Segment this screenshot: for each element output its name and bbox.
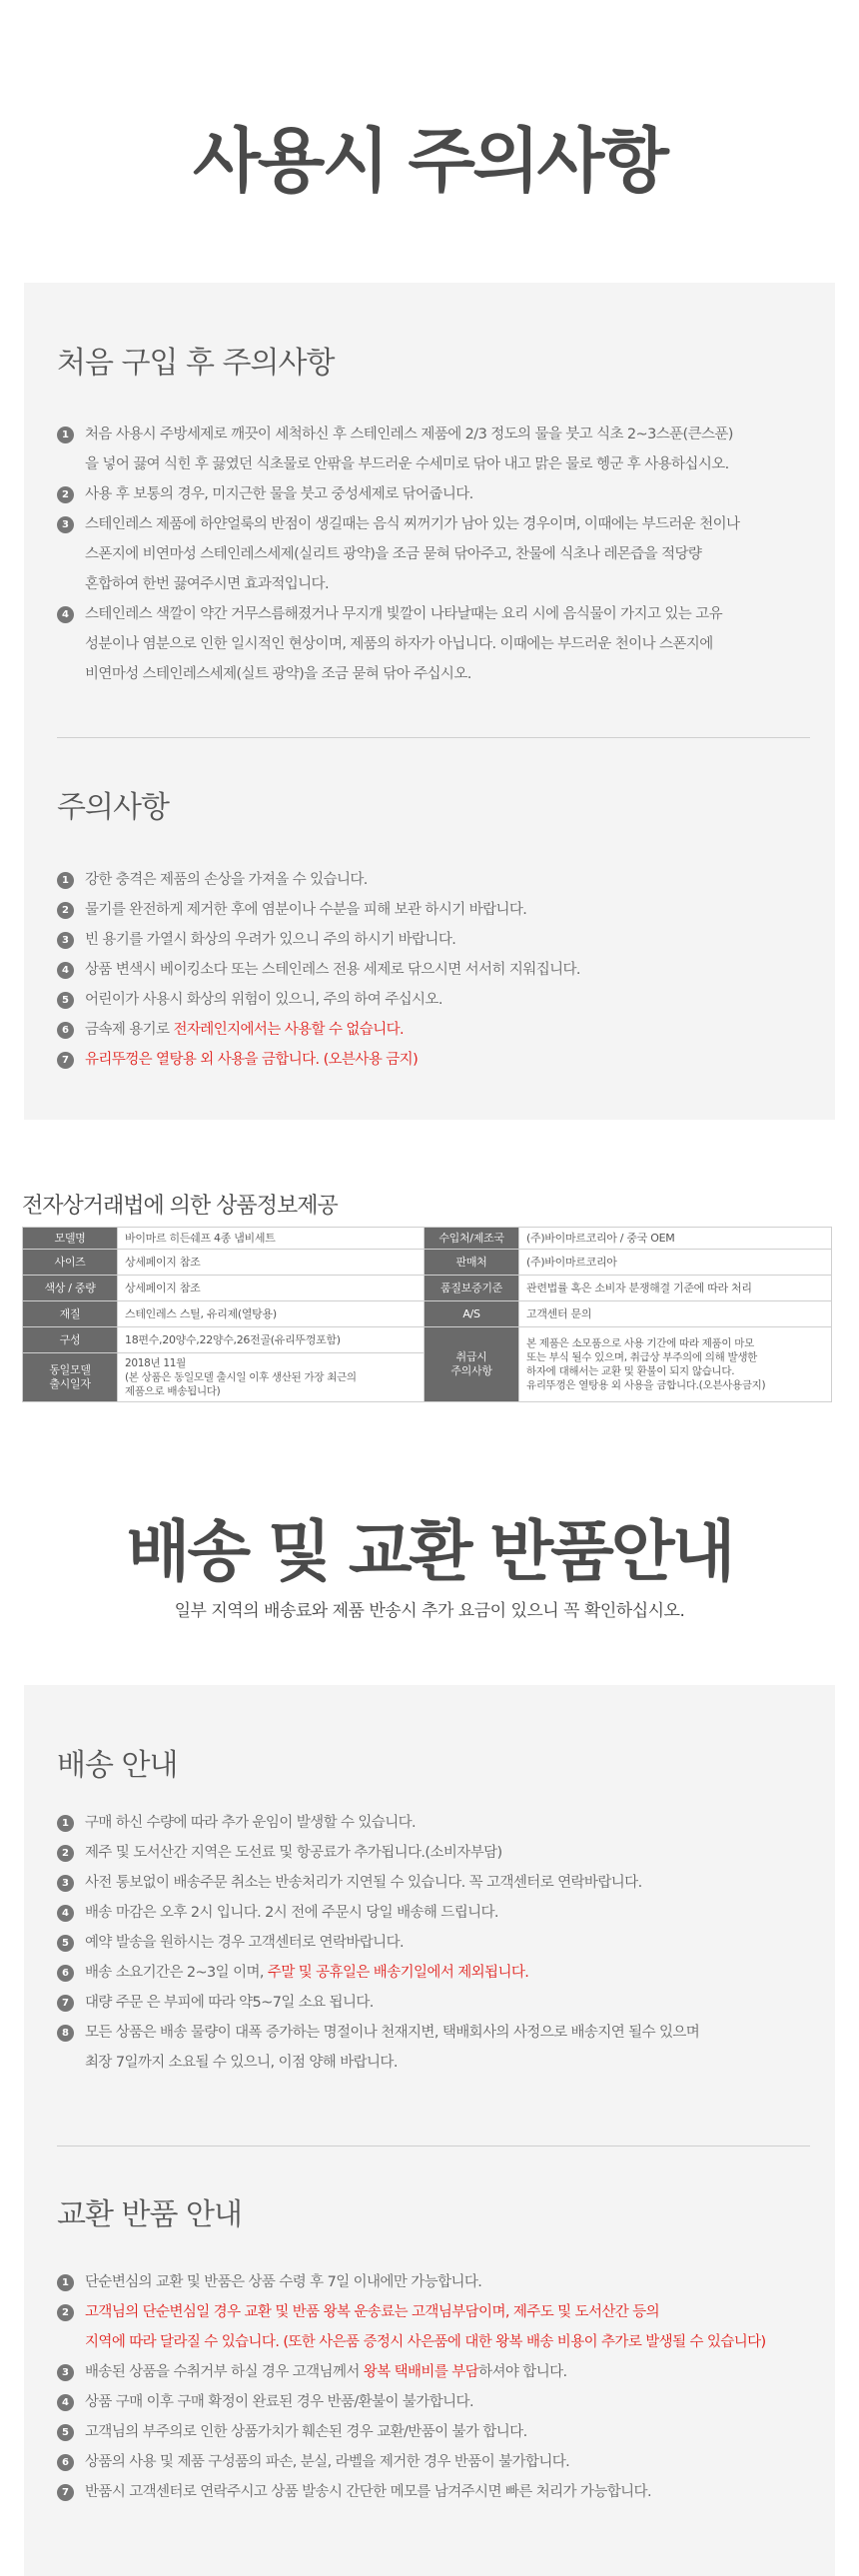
number-badge-icon: 5 [57,2424,74,2441]
number-badge-icon: 6 [57,1022,74,1039]
list-item [57,925,801,955]
section-divider [57,2146,810,2147]
caution-section-title: 주의사항 [57,790,169,825]
text: 스폰지에 비연마성 스테인레스세제(실리트 광약)을 조금 묻혀 닦아주고, 찬물에 식초나 레몬즙을 적당량 [85,546,702,562]
list-item [57,895,801,925]
number-badge-icon: 6 [57,1965,74,1982]
number-badge-icon: 3 [57,2364,74,2381]
list-item [57,1015,801,1045]
text: 재질 [23,1301,118,1327]
section-divider [57,737,810,738]
list-item [57,599,801,689]
text: 금속제 용기로 [85,1022,174,1038]
text: 을 넣어 끓여 식힌 후 끓였던 식초물로 안팎을 부드러운 수세미로 닦아 내고 맑은 물로 헹군 후 사용하십시오. [85,456,729,472]
text: 배송 마감은 오후 2시 입니다. 2시 전에 주문시 당일 배송해 드립니다. [85,1905,498,1921]
number-badge-icon: 6 [57,2454,74,2471]
text: 고객님의 단순변심일 경우 교환 및 반품 왕복 운송료는 고객님부담이며, 제주도 및 도서산간 등의 [85,2304,659,2320]
number-badge-icon: 1 [57,1815,74,1832]
delivery-main-title: 배송 및 교환 반품안내 [126,1513,733,1590]
text: 상품 구매 이후 구매 확정이 완료된 경우 반품/환불이 불가합니다. [85,2394,473,2410]
number-badge-icon: 7 [57,1995,74,2012]
number-badge-icon: 2 [57,902,74,919]
number-badge-icon: 5 [57,1935,74,1952]
number-badge-icon: 3 [57,516,74,533]
list-item [57,2477,816,2507]
number-badge-icon: 2 [57,1845,74,1862]
number-badge-icon: 2 [57,2304,74,2321]
text: 바이마르 히든쉐프 4종 냄비세트 [118,1228,425,1250]
first-use-list [57,420,801,689]
list-item [57,479,801,509]
delivery-subtitle: 일부 지역의 배송료와 제품 반송시 추가 요금이 있으니 꼭 확인하십시오. [174,1601,685,1621]
number-badge-icon: 1 [57,427,74,443]
table-row [23,1327,832,1353]
text: 유리뚜껑은 열탕용 외 사용을 금합니다. (오븐사용 금지) [85,1052,419,1068]
text: 상품 변색시 베이킹소다 또는 스테인레스 전용 세제로 닦으시면 서서히 지워집니다. [85,962,580,978]
caution-main-title: 사용시 주의사항 [193,120,666,202]
text: 판매처 [425,1250,519,1276]
list-item [57,1928,801,1958]
text: 전자레인지에서는 사용할 수 없습니다. [173,1022,405,1038]
text: 어린이가 사용시 화상의 위험이 있으니, 주의 하여 주십시오. [85,992,442,1008]
number-badge-icon: 4 [57,962,74,979]
caution-list [57,865,801,1075]
text: 대량 주문 은 부피에 따라 약5~7일 소요 됩니다. [85,1995,374,2011]
list-item [57,1868,801,1898]
list-item [57,2267,816,2297]
text: 제주 및 도서산간 지역은 도선료 및 항공료가 추가됩니다.(소비자부담) [85,1845,502,1861]
table-row [23,1276,832,1301]
number-badge-icon: 4 [57,2394,74,2411]
caution-panel [24,283,835,1120]
text: 상세페이지 참조 [118,1276,425,1301]
returns-list [57,2267,816,2507]
delivery-panel [24,1685,835,2576]
list-item [57,2297,816,2357]
product-info-title: 전자상거래법에 의한 상품정보제공 [22,1194,338,1219]
text: 18편수,20양수,22양수,26전골(유리뚜껑포함) [118,1327,425,1353]
list-item [57,865,801,895]
table-row [23,1250,832,1276]
list-item [57,1808,801,1838]
text: 지역에 따라 달라질 수 있습니다. (또한 사은품 증정시 사은품에 대한 왕복 배송 비용이 추가로 발생될 수 있습니다) [85,2334,766,2350]
number-badge-icon: 5 [57,992,74,1009]
text: 강한 충격은 제품의 손상을 가져올 수 있습니다. [85,872,368,888]
number-badge-icon: 2 [57,486,74,503]
text: 구매 하신 수량에 따라 추가 운임이 발생할 수 있습니다. [85,1815,417,1831]
text: 처음 사용시 주방세제로 깨끗이 세척하신 후 스테인레스 제품에 2/3 정도의 물을 붓고 식초 2~3스푼(큰스푼) [85,427,733,442]
text: A/S [425,1301,519,1327]
list-item [57,1838,801,1868]
text: 하셔야 합니다. [478,2364,567,2380]
number-badge-icon: 4 [57,1905,74,1922]
text: 반품시 고객센터로 연락주시고 상품 발송시 간단한 메모를 남겨주시면 빠른 처리가 가능합니다. [85,2484,651,2500]
text: 사전 통보없이 배송주문 취소는 반송처리가 지연될 수 있습니다. 꼭 고객센터로 연락바랍니다. [85,1875,642,1891]
text: 본 제품은 소모품으로 사용 기간에 따라 제품이 마모 또는 부식 될수 있으며, 취급상 부주의에 의해 발생한 하자에 대해서는 교환 및 환불이 되지 않습니다. 유리뚜껑은 열탕용 외 사용을 금합니다.(오븐사용금지) [519,1327,832,1402]
text: 2018년 11월 [125,1357,187,1369]
list-item [57,1898,801,1928]
list-item [57,2417,816,2447]
number-badge-icon: 8 [57,2025,74,2042]
product-info-table [22,1227,832,1402]
list-item [57,509,801,599]
text: 물기를 완전하게 제거한 후에 염분이나 수분을 피해 보관 하시기 바랍니다. [85,902,527,918]
text: 성분이나 염분으로 인한 일시적인 현상이며, 제품의 하자가 아닙니다. 이때에는 부드러운 천이나 스폰지에 [85,636,713,652]
text: 왕복 택배비를 부담 [363,2364,479,2380]
list-item [57,420,801,479]
list-item [57,2018,801,2078]
number-badge-icon: 3 [57,1875,74,1892]
list-item [57,985,801,1015]
text: 품질보증기준 [425,1276,519,1301]
text: 빈 용기를 가열시 화상의 우려가 있으니 주의 하시기 바랍니다. [85,932,456,948]
text: 상품의 사용 및 제품 구성품의 파손, 분실, 라벨을 제거한 경우 반품이 불가합니다. [85,2454,570,2470]
text: 비연마성 스테인레스세제(실트 광약)을 조금 묻혀 닦아 주십시오. [85,666,471,682]
text: 배송된 상품을 수취거부 하실 경우 고객님께서 [85,2364,364,2380]
text: 색상 / 중량 [23,1276,118,1301]
text: 주말 및 공휴일은 배송기일에서 제외됩니다. [267,1965,529,1981]
text: 스테인레스 제품에 하얀얼룩의 반점이 생길때는 음식 찌꺼기가 남아 있는 경우이며, 이때에는 부드러운 천이나 [85,516,740,532]
text: (주)바이마르코리아 / 중국 OEM [519,1228,832,1250]
text: 모든 상품은 배송 물량이 대폭 증가하는 명절이나 천재지변, 택배회사의 사정으로 배송지연 될수 있으며 [85,2025,700,2041]
text: 고객님의 부주의로 인한 상품가치가 훼손된 경우 교환/반품이 불가 합니다. [85,2424,527,2440]
text: 단순변심의 교환 및 반품은 상품 수령 후 7일 이내에만 가능합니다. [85,2274,482,2290]
text: 수입처/제조국 [425,1228,519,1250]
text: 스테인레스 스틸, 유리제(열탕용) [118,1301,425,1327]
number-badge-icon: 4 [57,606,74,623]
text: 취급시 주의사항 [425,1327,519,1402]
number-badge-icon: 7 [57,1052,74,1069]
number-badge-icon: 1 [57,2274,74,2291]
text: 스테인레스 색깔이 약간 거무스름해졌거나 무지개 빛깔이 나타날때는 요리 시에 음식물이 가지고 있는 고유 [85,606,723,622]
text: 최장 7일까지 소요될 수 있으니, 이점 양해 바랍니다. [85,2055,398,2071]
shipping-title: 배송 안내 [57,1748,178,1783]
text: 관련법률 혹은 소비자 분쟁해결 기준에 따라 처리 [519,1276,832,1301]
list-item [57,1958,801,1988]
text: 예약 발송을 원하시는 경우 고객센터로 연락바랍니다. [85,1935,405,1951]
number-badge-icon: 7 [57,2484,74,2501]
first-use-title: 처음 구입 후 주의사항 [57,346,335,381]
shipping-list [57,1808,801,2078]
text: (주)바이마르코리아 [519,1250,832,1276]
list-item [57,2387,816,2417]
text: 모델명 [23,1228,118,1250]
list-item [57,2447,816,2477]
text: 구성 [23,1327,118,1353]
returns-title: 교환 반품 안내 [57,2197,242,2232]
list-item [57,2357,816,2387]
number-badge-icon: 3 [57,932,74,949]
number-badge-icon: 1 [57,872,74,889]
text: 혼합하여 한번 끓여주시면 효과적입니다. [85,576,329,592]
text: 고객센터 문의 [519,1301,832,1327]
text: (본 상품은 동일모델 출시일 이후 생산된 가장 최근의 제품으로 배송됩니다) [125,1371,357,1397]
list-item [57,1988,801,2018]
text: 상세페이지 참조 [118,1250,425,1276]
table-row [23,1301,832,1327]
text: 사이즈 [23,1250,118,1276]
list-item [57,1045,801,1075]
list-item [57,955,801,985]
text: 사용 후 보통의 경우, 미지근한 물을 붓고 중성세제로 닦어줍니다. [85,486,473,502]
table-row [23,1228,832,1250]
text: 동일모델 출시일자 [23,1353,118,1402]
text: 배송 소요기간은 2~3일 이며, [85,1965,268,1981]
